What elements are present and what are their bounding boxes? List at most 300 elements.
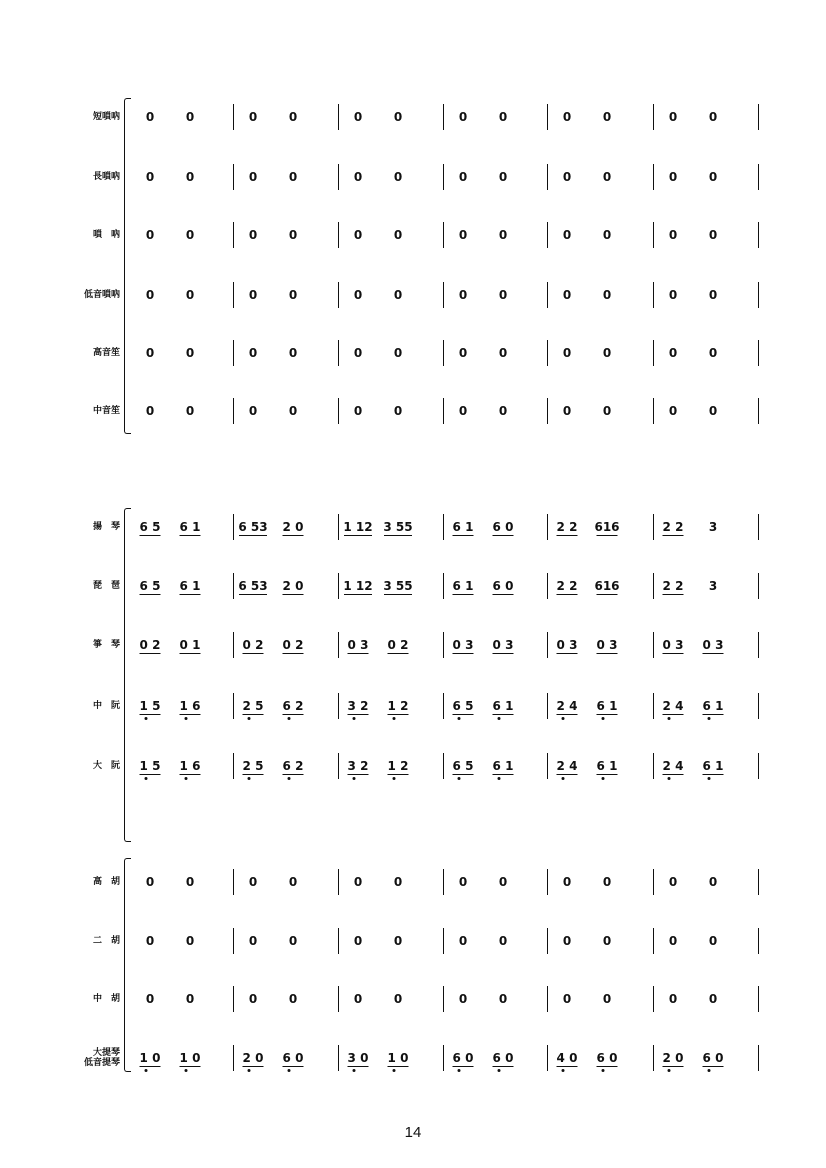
instrument-label: 低音嗩吶 <box>83 290 120 300</box>
octave-dot <box>708 777 711 780</box>
system-brace <box>124 98 131 434</box>
beam-underline <box>243 653 264 654</box>
note-group: 0 <box>145 992 155 1006</box>
note-group: 1 5 <box>139 759 161 773</box>
beam-underline <box>557 714 578 715</box>
beam-underline <box>180 1066 201 1067</box>
barline <box>547 398 548 424</box>
barline <box>547 222 548 248</box>
barline <box>338 753 339 779</box>
instrument-label: 中音笙 <box>92 406 120 416</box>
beam-underline <box>493 653 514 654</box>
note-group: 0 2 <box>282 638 304 652</box>
beam-underline <box>243 714 264 715</box>
barline <box>338 282 339 308</box>
note-group: 0 <box>353 288 363 302</box>
octave-dot <box>393 717 396 720</box>
octave-dot <box>288 1069 291 1072</box>
barline <box>338 573 339 599</box>
octave-dot <box>248 1069 251 1072</box>
note-group: 0 <box>498 404 508 418</box>
note-group: 0 <box>288 288 298 302</box>
note-group: 0 <box>145 875 155 889</box>
note-group: 2 4 <box>662 699 684 713</box>
note-group: 1 12 <box>343 579 373 593</box>
note-group: 0 <box>393 170 403 184</box>
barline <box>233 104 234 130</box>
note-group: 0 <box>562 170 572 184</box>
note-group: 0 <box>185 288 195 302</box>
note-group: 0 <box>288 992 298 1006</box>
note-group: 0 <box>393 404 403 418</box>
barline <box>443 340 444 366</box>
note-group: 0 <box>145 934 155 948</box>
beam-underline <box>597 653 618 654</box>
beam-underline <box>388 1066 409 1067</box>
barline <box>443 282 444 308</box>
barline <box>758 282 759 308</box>
note-group: 0 <box>185 228 195 242</box>
octave-dot <box>498 1069 501 1072</box>
note-group: 2 5 <box>242 759 264 773</box>
beam-underline <box>597 714 618 715</box>
beam-underline <box>344 535 372 536</box>
note-group: 0 <box>602 288 612 302</box>
note-group: 0 <box>288 170 298 184</box>
note-group: 0 <box>353 404 363 418</box>
octave-dot <box>353 717 356 720</box>
beam-underline <box>663 774 684 775</box>
note-group: 0 <box>393 110 403 124</box>
barline <box>758 869 759 895</box>
instrument-label: 嗩 吶 <box>92 230 120 240</box>
barline <box>443 928 444 954</box>
note-group: 0 <box>288 934 298 948</box>
note-group: 0 <box>708 404 718 418</box>
note-group: 0 <box>248 170 258 184</box>
note-group: 0 <box>288 228 298 242</box>
beam-underline <box>703 714 724 715</box>
note-group: 2 0 <box>282 520 304 534</box>
barline <box>653 398 654 424</box>
note-group: 0 <box>248 875 258 889</box>
barline <box>443 514 444 540</box>
barline <box>758 632 759 658</box>
note-group: 2 0 <box>282 579 304 593</box>
note-group: 0 3 <box>556 638 578 652</box>
note-group: 6 0 <box>492 520 514 534</box>
beam-underline <box>557 535 578 536</box>
octave-dot <box>668 717 671 720</box>
note-group: 0 <box>248 288 258 302</box>
note-group: 0 <box>498 110 508 124</box>
note-group: 2 0 <box>662 1051 684 1065</box>
instrument-label: 高 胡 <box>92 877 120 887</box>
note-group: 1 0 <box>387 1051 409 1065</box>
octave-dot <box>185 777 188 780</box>
barline <box>547 164 548 190</box>
octave-dot <box>248 777 251 780</box>
note-group: 0 <box>458 404 468 418</box>
instrument-label: 大提琴 低音提琴 <box>83 1048 120 1068</box>
note-group: 6 1 <box>702 699 724 713</box>
beam-underline <box>388 653 409 654</box>
beam-underline <box>557 1066 578 1067</box>
barline <box>443 104 444 130</box>
beam-underline <box>663 594 684 595</box>
note-group: 0 <box>498 288 508 302</box>
note-group: 6 1 <box>492 759 514 773</box>
barline <box>443 632 444 658</box>
instrument-label: 中 阮 <box>92 701 120 711</box>
note-group: 6 1 <box>179 520 201 534</box>
note-group: 2 2 <box>556 579 578 593</box>
note-group: 0 <box>353 346 363 360</box>
beam-underline <box>557 774 578 775</box>
barline <box>338 398 339 424</box>
barline <box>338 222 339 248</box>
barline <box>758 398 759 424</box>
note-group: 2 5 <box>242 699 264 713</box>
barline <box>653 340 654 366</box>
note-group: 0 <box>353 992 363 1006</box>
note-group: 3 2 <box>347 759 369 773</box>
note-group: 0 <box>708 992 718 1006</box>
note-group: 0 <box>668 934 678 948</box>
barline <box>443 398 444 424</box>
octave-dot <box>185 717 188 720</box>
note-group: 6 1 <box>596 699 618 713</box>
note-group: 0 3 <box>596 638 618 652</box>
beam-underline <box>663 1066 684 1067</box>
barline <box>338 104 339 130</box>
system-brace <box>124 508 131 842</box>
page-number: 14 <box>404 1124 422 1141</box>
note-group: 0 <box>288 875 298 889</box>
note-group: 0 <box>562 404 572 418</box>
octave-dot <box>562 1069 565 1072</box>
barline <box>653 753 654 779</box>
barline <box>233 340 234 366</box>
barline <box>338 1045 339 1071</box>
beam-underline <box>348 653 369 654</box>
note-group: 0 <box>602 934 612 948</box>
beam-underline <box>388 714 409 715</box>
note-group: 0 <box>458 992 468 1006</box>
beam-underline <box>344 594 372 595</box>
note-group: 3 0 <box>347 1051 369 1065</box>
note-group: 0 <box>458 346 468 360</box>
octave-dot <box>458 717 461 720</box>
beam-underline <box>140 1066 161 1067</box>
beam-underline <box>283 653 304 654</box>
octave-dot <box>353 1069 356 1072</box>
note-group: 0 <box>602 228 612 242</box>
beam-underline <box>453 1066 474 1067</box>
note-group: 0 <box>185 110 195 124</box>
note-group: 0 <box>708 875 718 889</box>
note-group: 6 5 <box>452 759 474 773</box>
instrument-label: 長嗩吶 <box>92 172 120 182</box>
note-group: 6 2 <box>282 699 304 713</box>
barline <box>653 573 654 599</box>
barline <box>758 573 759 599</box>
beam-underline <box>663 714 684 715</box>
note-group: 0 <box>602 110 612 124</box>
note-group: 0 <box>248 346 258 360</box>
barline <box>233 753 234 779</box>
note-group: 0 <box>498 992 508 1006</box>
beam-underline <box>283 774 304 775</box>
beam-underline <box>493 594 514 595</box>
beam-underline <box>557 653 578 654</box>
note-group: 6 0 <box>452 1051 474 1065</box>
note-group: 4 0 <box>556 1051 578 1065</box>
note-group: 2 0 <box>242 1051 264 1065</box>
note-group: 0 <box>353 934 363 948</box>
note-group: 0 <box>288 404 298 418</box>
beam-underline <box>384 594 412 595</box>
note-group: 1 2 <box>387 699 409 713</box>
beam-underline <box>384 535 412 536</box>
barline <box>443 693 444 719</box>
beam-underline <box>493 1066 514 1067</box>
barline <box>443 1045 444 1071</box>
beam-underline <box>239 594 267 595</box>
note-group: 0 <box>393 992 403 1006</box>
note-group: 6 0 <box>702 1051 724 1065</box>
barline <box>233 222 234 248</box>
beam-underline <box>453 714 474 715</box>
barline <box>758 693 759 719</box>
beam-underline <box>453 774 474 775</box>
barline <box>338 928 339 954</box>
beam-underline <box>140 653 161 654</box>
note-group: 6 1 <box>492 699 514 713</box>
barline <box>443 986 444 1012</box>
beam-underline <box>493 535 514 536</box>
octave-dot <box>288 777 291 780</box>
note-group: 0 <box>145 228 155 242</box>
beam-underline <box>140 714 161 715</box>
note-group: 0 <box>393 228 403 242</box>
note-group: 0 <box>145 170 155 184</box>
beam-underline <box>283 594 304 595</box>
note-group: 6 53 <box>238 579 268 593</box>
barline <box>338 986 339 1012</box>
note-group: 0 <box>562 346 572 360</box>
note-group: 0 <box>562 992 572 1006</box>
octave-dot <box>248 717 251 720</box>
barline <box>758 514 759 540</box>
octave-dot <box>498 717 501 720</box>
note-group: 6 5 <box>139 579 161 593</box>
beam-underline <box>180 653 201 654</box>
barline <box>758 104 759 130</box>
note-group: 0 <box>602 346 612 360</box>
note-group: 0 <box>145 346 155 360</box>
instrument-label: 大 阮 <box>92 761 120 771</box>
note-group: 0 <box>353 228 363 242</box>
note-group: 0 <box>458 228 468 242</box>
note-group: 0 <box>145 288 155 302</box>
barline <box>758 1045 759 1071</box>
note-group: 0 <box>353 170 363 184</box>
barline <box>758 986 759 1012</box>
note-group: 0 <box>145 110 155 124</box>
note-group: 0 <box>248 934 258 948</box>
note-group: 0 <box>185 875 195 889</box>
note-group: 0 <box>248 992 258 1006</box>
note-group: 6 2 <box>282 759 304 773</box>
note-group: 0 2 <box>242 638 264 652</box>
note-group: 3 2 <box>347 699 369 713</box>
octave-dot <box>458 1069 461 1072</box>
note-group: 0 <box>562 288 572 302</box>
beam-underline <box>243 774 264 775</box>
barline <box>233 1045 234 1071</box>
note-group: 0 <box>562 228 572 242</box>
barline <box>653 1045 654 1071</box>
beam-underline <box>597 774 618 775</box>
barline <box>653 986 654 1012</box>
octave-dot <box>602 717 605 720</box>
note-group: 0 3 <box>662 638 684 652</box>
note-group: 0 <box>248 404 258 418</box>
note-group: 0 <box>708 288 718 302</box>
barline <box>547 928 548 954</box>
instrument-label: 揚 琴 <box>92 522 120 532</box>
beam-underline <box>703 1066 724 1067</box>
note-group: 2 2 <box>662 579 684 593</box>
barline <box>653 928 654 954</box>
note-group: 616 <box>594 579 620 593</box>
note-group: 6 1 <box>596 759 618 773</box>
beam-underline <box>180 774 201 775</box>
octave-dot <box>288 717 291 720</box>
note-group: 0 <box>498 228 508 242</box>
note-group: 0 <box>668 875 678 889</box>
note-group: 0 <box>185 404 195 418</box>
barline <box>233 573 234 599</box>
note-group: 0 <box>498 934 508 948</box>
note-group: 0 <box>708 934 718 948</box>
barline <box>547 282 548 308</box>
note-group: 0 <box>708 346 718 360</box>
note-group: 0 <box>708 228 718 242</box>
barline <box>547 632 548 658</box>
barline <box>547 573 548 599</box>
note-group: 1 12 <box>343 520 373 534</box>
note-group: 0 3 <box>452 638 474 652</box>
barline <box>338 632 339 658</box>
note-group: 1 0 <box>179 1051 201 1065</box>
barline <box>653 222 654 248</box>
note-group: 0 <box>393 288 403 302</box>
octave-dot <box>562 717 565 720</box>
note-group: 0 <box>353 110 363 124</box>
note-group: 0 <box>185 992 195 1006</box>
note-group: 2 4 <box>556 699 578 713</box>
note-group: 6 0 <box>492 579 514 593</box>
note-group: 6 0 <box>492 1051 514 1065</box>
system-brace <box>124 858 131 1072</box>
note-group: 0 <box>458 875 468 889</box>
beam-underline <box>180 594 201 595</box>
note-group: 2 4 <box>556 759 578 773</box>
note-group: 616 <box>594 520 620 534</box>
beam-underline <box>597 594 618 595</box>
note-group: 0 <box>668 404 678 418</box>
note-group: 6 1 <box>179 579 201 593</box>
note-group: 0 <box>185 170 195 184</box>
barline <box>653 104 654 130</box>
beam-underline <box>283 535 304 536</box>
beam-underline <box>140 774 161 775</box>
note-group: 1 2 <box>387 759 409 773</box>
octave-dot <box>668 1069 671 1072</box>
note-group: 0 <box>458 170 468 184</box>
barline <box>233 282 234 308</box>
note-group: 0 <box>562 110 572 124</box>
octave-dot <box>393 1069 396 1072</box>
beam-underline <box>493 714 514 715</box>
barline <box>758 928 759 954</box>
beam-underline <box>348 714 369 715</box>
note-group: 6 1 <box>452 520 474 534</box>
note-group: 0 1 <box>179 638 201 652</box>
note-group: 3 <box>708 579 718 593</box>
note-group: 0 3 <box>347 638 369 652</box>
octave-dot <box>668 777 671 780</box>
octave-dot <box>145 717 148 720</box>
barline <box>758 753 759 779</box>
barline <box>338 869 339 895</box>
barline <box>547 753 548 779</box>
note-group: 0 <box>668 992 678 1006</box>
beam-underline <box>453 535 474 536</box>
note-group: 0 <box>668 170 678 184</box>
barline <box>233 398 234 424</box>
note-group: 1 5 <box>139 699 161 713</box>
note-group: 0 <box>458 110 468 124</box>
octave-dot <box>708 717 711 720</box>
note-group: 0 <box>248 110 258 124</box>
beam-underline <box>597 1066 618 1067</box>
beam-underline <box>348 1066 369 1067</box>
note-group: 6 0 <box>596 1051 618 1065</box>
note-group: 0 <box>498 346 508 360</box>
instrument-label: 琵 琶 <box>92 581 120 591</box>
octave-dot <box>393 777 396 780</box>
note-group: 3 <box>708 520 718 534</box>
barline <box>233 986 234 1012</box>
beam-underline <box>453 594 474 595</box>
note-group: 0 3 <box>492 638 514 652</box>
barline <box>547 869 548 895</box>
beam-underline <box>243 1066 264 1067</box>
note-group: 0 <box>602 404 612 418</box>
beam-underline <box>493 774 514 775</box>
beam-underline <box>180 714 201 715</box>
barline <box>547 986 548 1012</box>
barline <box>547 1045 548 1071</box>
note-group: 0 <box>562 934 572 948</box>
note-group: 0 2 <box>387 638 409 652</box>
barline <box>443 573 444 599</box>
note-group: 0 <box>458 934 468 948</box>
note-group: 0 <box>145 404 155 418</box>
